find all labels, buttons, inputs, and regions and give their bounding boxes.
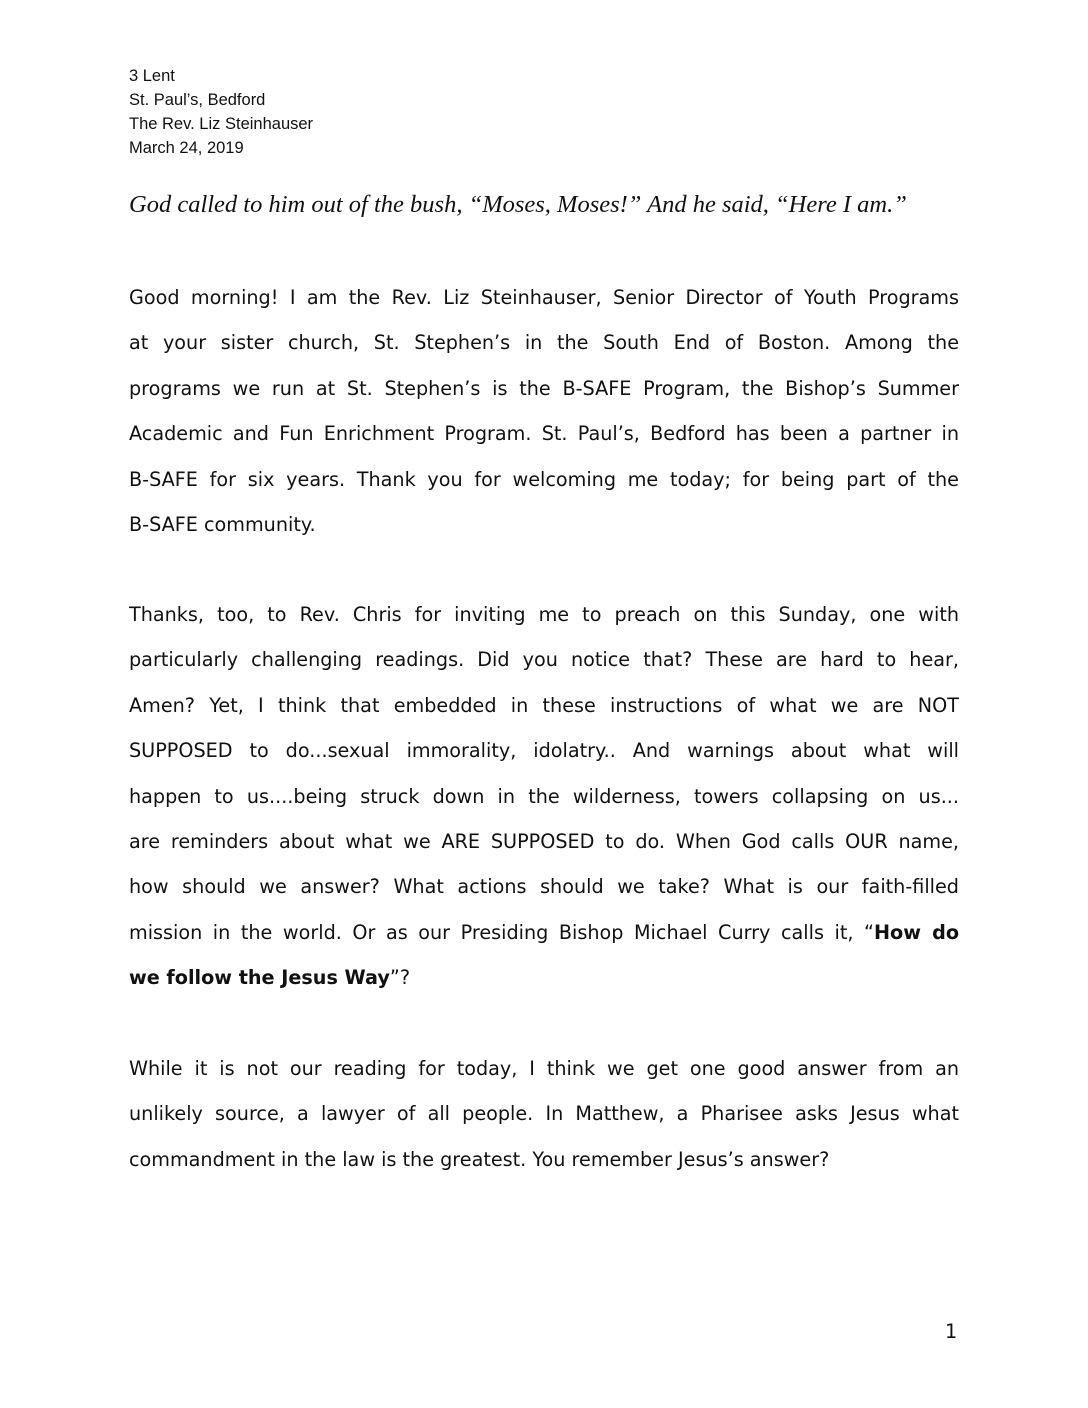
paragraph-line-with-bold xyxy=(129,910,959,955)
paragraph-line: B-SAFE community. xyxy=(129,512,316,536)
paragraph-line: happen to us....being struck down in the wilderness, towers collapsing on us... xyxy=(129,784,959,808)
paragraph-2 xyxy=(129,592,959,1001)
paragraph-line: commandment in the law is the greatest. You remember Jesus’s answer? xyxy=(129,1147,830,1171)
paragraph-line: While it is not our reading for today, I think we get one good answer from an xyxy=(129,1057,959,1080)
epigraph-quote: God called to him out of the bush, “Moses, Moses!” And he said, “Here I am.” xyxy=(129,191,907,218)
paragraph-line: SUPPOSED to do...sexual immorality, idolatry.. And warnings about what will xyxy=(129,739,959,763)
header-church: St. Paul’s, Bedford xyxy=(129,91,266,109)
bold-phrase-start: How do xyxy=(873,920,959,944)
header-liturgical-day: 3 Lent xyxy=(129,67,175,85)
paragraph-1 xyxy=(129,275,959,547)
paragraph-line-with-bold xyxy=(129,955,959,1000)
paragraph-line: Academic and Fun Enrichment Program. St. Paul’s, Bedford has been a partner in xyxy=(129,422,959,446)
paragraph-closing-punctuation: ”? xyxy=(389,966,411,990)
paragraph-line: particularly challenging readings. Did you notice that? These are hard to hear, xyxy=(129,648,959,672)
header-date: March 24, 2019 xyxy=(129,139,244,157)
paragraph-line: Amen? Yet, I think that embedded in these instructions of what we are NOT xyxy=(129,693,959,717)
sermon-header xyxy=(129,64,313,160)
paragraph-line-text: mission in the world. Or as our Presiding Bishop Michael Curry calls it, “ xyxy=(129,920,874,944)
paragraph-line: Good morning! I am the Rev. Liz Steinhauser, Senior Director of Youth Programs xyxy=(129,286,959,309)
paragraph-line: Thanks, too, to Rev. Chris for inviting me to preach on this Sunday, one with xyxy=(129,603,959,626)
paragraph-line: how should we answer? What actions should we take? What is our faith-filled xyxy=(129,875,959,899)
paragraph-line: unlikely source, a lawyer of all people. In Matthew, a Pharisee asks Jesus what xyxy=(129,1102,959,1126)
paragraph-3 xyxy=(129,1046,959,1182)
page-number: 1 xyxy=(945,1320,958,1343)
paragraph-line: at your sister church, St. Stephen’s in the South End of Boston. Among the xyxy=(129,331,959,355)
paragraph-line: B-SAFE for six years. Thank you for welcoming me today; for being part of the xyxy=(129,467,959,491)
paragraph-line: are reminders about what we ARE SUPPOSED to do. When God calls OUR name, xyxy=(129,829,959,853)
header-preacher: The Rev. Liz Steinhauser xyxy=(129,115,314,133)
bold-phrase-end: we follow the Jesus Way xyxy=(129,966,390,990)
paragraph-line: programs we run at St. Stephen’s is the B-SAFE Program, the Bishop’s Summer xyxy=(129,376,959,400)
